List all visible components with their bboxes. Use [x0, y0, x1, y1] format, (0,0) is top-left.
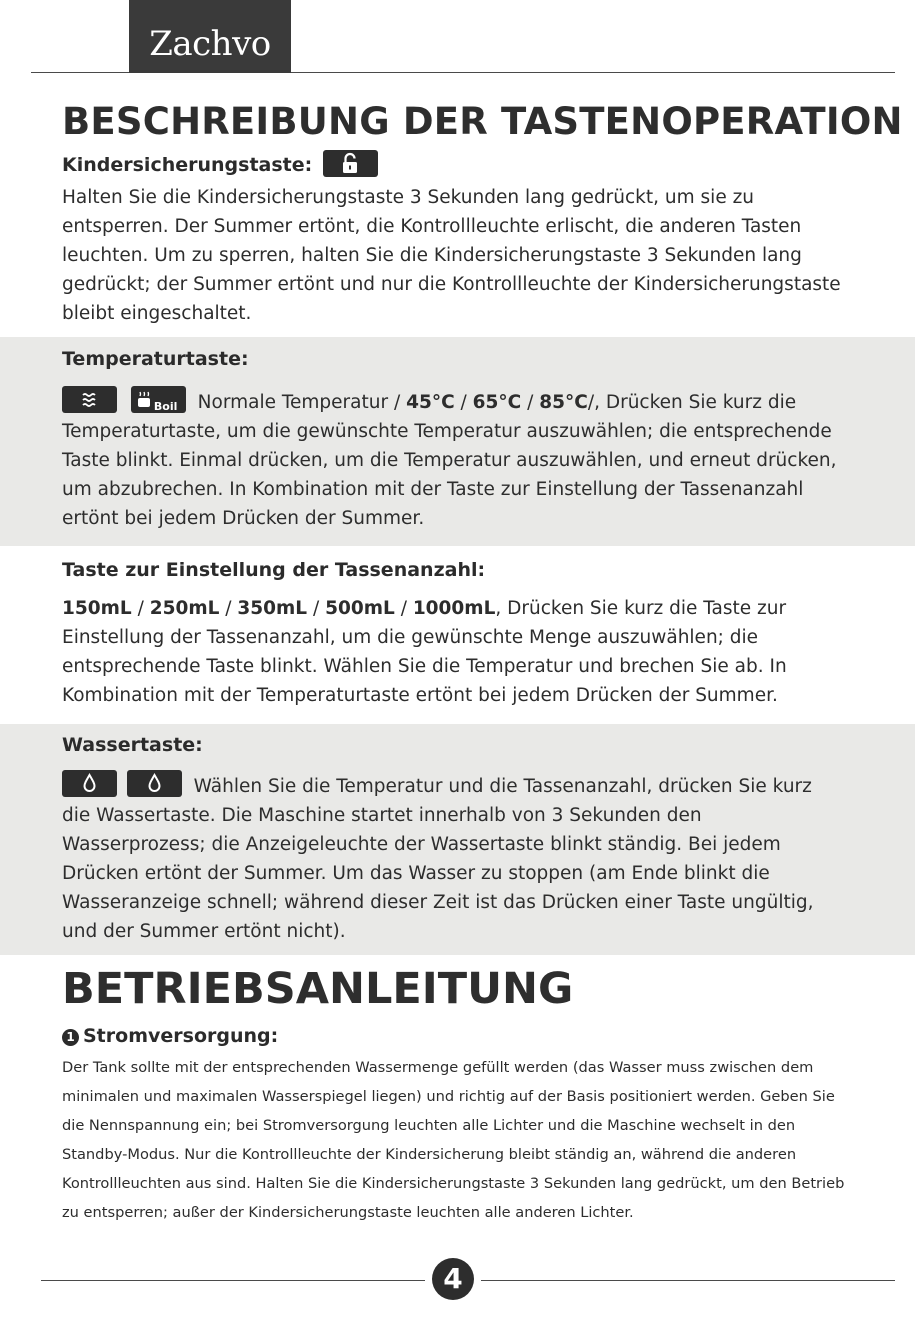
temp-separator: /	[460, 392, 467, 413]
page-number: 4	[432, 1258, 474, 1300]
power-heading-text: Stromversorgung:	[83, 1025, 279, 1047]
boil-label: Boil	[153, 400, 178, 413]
heat-waves-icon	[62, 386, 117, 413]
temperature-heading: Temperaturtaste:	[62, 348, 249, 370]
water-text: Wählen Sie die Temperatur und die Tassenanzahl, drücken Sie kurz die Wassertaste. Die Maschine startet innerhalb von 3 Sekunden den Wasserprozess; die Anzeigeleuchte der Wassertaste blinkt ständig. Bei jedem Drücken ertönt der Summer. Um das Wasser zu stoppen (am Ende blinkt die Wasseranzeige schnell; während dieser Zeit ist das Drücken einer Taste ungültig, und der Summer ertönt nicht).	[62, 776, 814, 942]
cup-350: 350mL	[237, 598, 308, 619]
temperature-lead: Normale Temperatur /	[197, 392, 401, 413]
cups-heading: Taste zur Einstellung der Tassenanzahl:	[62, 559, 486, 581]
cup-separator: /	[137, 598, 144, 619]
cup-separator: /	[312, 598, 320, 619]
unlock-icon	[323, 150, 378, 177]
cup-150: 150mL	[62, 598, 132, 619]
footer-rule-left	[41, 1280, 425, 1281]
child-lock-heading-text: Kindersicherungstaste:	[62, 154, 313, 176]
temp-45: 45°C	[406, 392, 455, 413]
section-title-button-operation: BESCHREIBUNG DER TASTENOPERATION	[62, 100, 903, 143]
header-rule-right	[291, 72, 895, 73]
temp-65: 65°C	[472, 392, 522, 413]
temperature-description	[62, 386, 847, 533]
water-heading: Wassertaste:	[62, 734, 203, 756]
brand-logo-text: Zachvo	[149, 23, 271, 64]
temperature-text: /, Drücken Sie kurz die Temperaturtaste, um die gewünschte Temperatur auszuwählen; die entsprechende Taste blinkt. Einmal drücken, um die Temperatur auszuwählen, und erneut drücken, um abzubrechen. In Kombination mit der Taste zur Einstellung der Tassenanzahl ertönt bei jedem Drücken der Summer.	[62, 392, 837, 529]
cup-500: 500mL	[325, 598, 395, 619]
cup-250: 250mL	[149, 598, 220, 619]
power-heading	[62, 1025, 278, 1047]
step-number-badge: 1	[62, 1029, 79, 1046]
water-drop-icon	[127, 770, 182, 797]
cups-description	[62, 594, 842, 710]
cup-1000: 1000mL	[412, 598, 496, 619]
water-description	[62, 770, 832, 946]
section-title-operating-instructions: BETRIEBSANLEITUNG	[62, 964, 574, 1014]
child-lock-description: Halten Sie die Kindersicherungstaste 3 Sekunden lang gedrückt, um sie zu entsperren. Der Summer ertönt, die Kontrollleuchte erlischt, die anderen Tasten leuchten. Um zu sperren, halten Sie die Kindersicherungstaste 3 Sekunden lang gedrückt; der Summer ertönt und nur die Kontrollleuchte der Kindersicherungstaste bleibt eingeschaltet.	[62, 187, 841, 324]
cup-separator: /	[225, 598, 232, 619]
cups-text: , Drücken Sie kurz die Taste zur Einstellung der Tassenanzahl, um die gewünschte Menge auszuwählen; die entsprechende Taste blinkt. Wählen Sie die Temperatur und brechen Sie ab. In Kombination mit der Temperaturtaste ertönt bei jedem Drücken der Summer.	[62, 598, 787, 706]
header-rule-left	[31, 72, 129, 73]
boil-icon	[131, 386, 186, 413]
brand-logo	[129, 0, 291, 73]
power-description: Der Tank sollte mit der entsprechenden Wassermenge gefüllt werden (das Wasser muss zwischen dem minimalen und maximalen Wasserspiegel liegen) und richtig auf der Basis positioniert werden. Geben Sie die Nennspannung ein; bei Stromversorgung leuchten alle Lichter und die Maschine wechselt in den Standby-Modus. Nur die Kontrollleuchte der Kindersicherung bleibt ständig an, während die anderen Kontrollleuchten aus sind. Halten Sie die Kindersicherungstaste 3 Sekunden lang gedrückt, um den Betrieb zu entsperren; außer der Kindersicherungstaste leuchten alle anderen Lichter.	[62, 1059, 845, 1221]
child-lock-heading	[62, 150, 378, 177]
temp-85: 85°C	[539, 392, 588, 413]
temp-separator: /	[527, 392, 534, 413]
cup-separator: /	[400, 598, 407, 619]
footer-rule-right	[481, 1280, 895, 1281]
water-drop-icon	[62, 770, 117, 797]
